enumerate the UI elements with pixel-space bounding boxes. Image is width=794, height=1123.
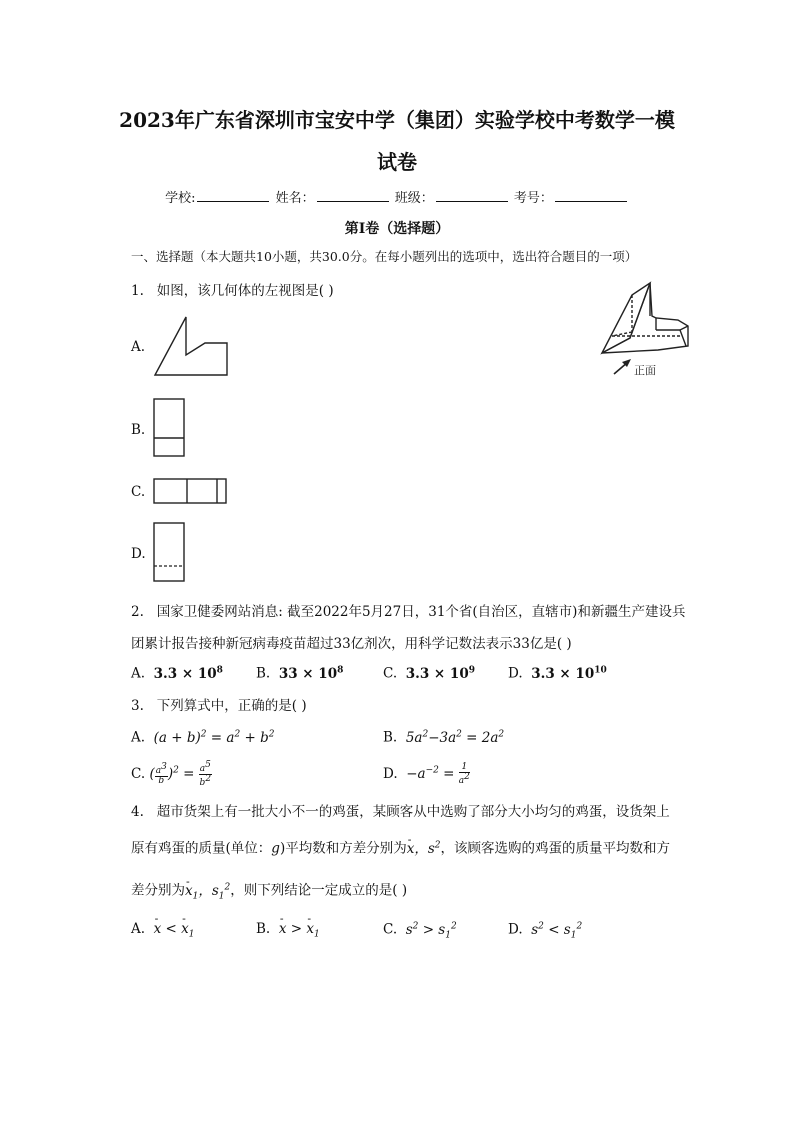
- q4-option-a[interactable]: A. - x < - $x_1$: [131, 921, 195, 940]
- q2-number: 2.: [131, 604, 144, 620]
- q1-option-b-figure: [153, 398, 187, 458]
- q1-option-d-label: D.: [131, 546, 146, 562]
- q4-stem-line2: 原有鸡蛋的质量(单位：g)平均数和方差分别为- x，$s^2$，该顾客选购的鸡蛋的质量平均数和方: [131, 836, 670, 858]
- q4-option-c[interactable]: C. $s^2 > s_1^2$: [383, 921, 457, 941]
- q1-stem: [131, 282, 334, 300]
- class-blank: [436, 189, 508, 202]
- q4-option-d[interactable]: D. $s^2 < s_1^2$: [508, 921, 583, 941]
- q1-option-b-label: B.: [131, 422, 146, 438]
- q3-number: 3.: [131, 698, 144, 714]
- school-label: 学校:: [165, 191, 196, 206]
- q1-number: 1.: [131, 283, 144, 299]
- q1-figure-label: 正面: [634, 364, 656, 377]
- q1-option-d-figure: [153, 522, 187, 584]
- q4-number: 4.: [131, 804, 144, 820]
- school-blank: [197, 189, 269, 202]
- q3-text: 下列算式中，正确的是( ): [156, 698, 307, 714]
- page-title-line1: 2023年广东省深圳市宝安中学（集团）实验学校中考数学一模: [119, 108, 675, 132]
- q1-option-c-label: C.: [131, 484, 146, 500]
- q2-option-c[interactable]: C. $3.3 \times 10^9$: [383, 665, 475, 682]
- q2-stem-line1: [131, 603, 685, 621]
- q2-option-d[interactable]: D. $3.3 \times 10^{10}$: [508, 665, 607, 682]
- q1-option-c-figure: [153, 478, 229, 506]
- exam-no-label: 考号：: [513, 191, 553, 206]
- q1-solid-figure: [596, 280, 726, 380]
- page-title-line2: 试卷: [377, 150, 417, 174]
- q3-option-c[interactable]: C. ( $\frac{a^3}{b}$ )$^2$ = $\frac{a^5}{b^2}$: [131, 760, 212, 788]
- q4-stem-line1: [131, 803, 670, 821]
- name-label: 姓名：: [275, 191, 315, 206]
- q1-option-a-label: A.: [131, 339, 146, 355]
- q3-option-d[interactable]: D. $-a^{-2}$ = $\frac{1}{a^2}$: [383, 762, 470, 786]
- section-title: 第I卷（选择题）: [344, 221, 450, 237]
- q4-option-b[interactable]: B. - x > - $x_1$: [256, 921, 320, 940]
- q2-option-b[interactable]: B. $33 \times 10^8$: [256, 665, 344, 682]
- q3-option-b[interactable]: B. $5a^2-3a^2 = 2a^2$: [383, 729, 505, 746]
- q2-line1: 国家卫健委网站消息: 截至2022年5月27日，31个省(自治区，直辖市)和新疆生产建设兵: [156, 604, 686, 620]
- class-label: 班级：: [394, 191, 434, 206]
- student-info-row: [0, 187, 794, 206]
- q2-line2: 团累计报告接种新冠病毒疫苗超过33亿剂次，用科学记数法表示33亿是( ): [131, 636, 572, 652]
- q2-option-a[interactable]: A. $3.3 \times 10^8$: [131, 665, 223, 682]
- q3-stem: [131, 697, 307, 715]
- name-blank: [317, 189, 389, 202]
- section-instruction: 一、选择题（本大题共10小题，共30.0分。在每小题列出的选项中，选出符合题目的一项）: [131, 249, 638, 264]
- exam-no-blank: [555, 189, 627, 202]
- q1-option-a-figure: [153, 315, 229, 377]
- q4-stem-line3: 差分别为- $x_1$，$s_1^2$，则下列结论一定成立的是( ): [131, 878, 407, 905]
- q4-line1: 超市货架上有一批大小不一的鸡蛋，某顾客从中选购了部分大小均匀的鸡蛋，设货架上: [156, 804, 670, 820]
- q3-option-a[interactable]: A. $(a + b)^2 = a^2 + b^2$: [131, 729, 275, 746]
- q1-text: 如图，该几何体的左视图是( ): [156, 283, 334, 299]
